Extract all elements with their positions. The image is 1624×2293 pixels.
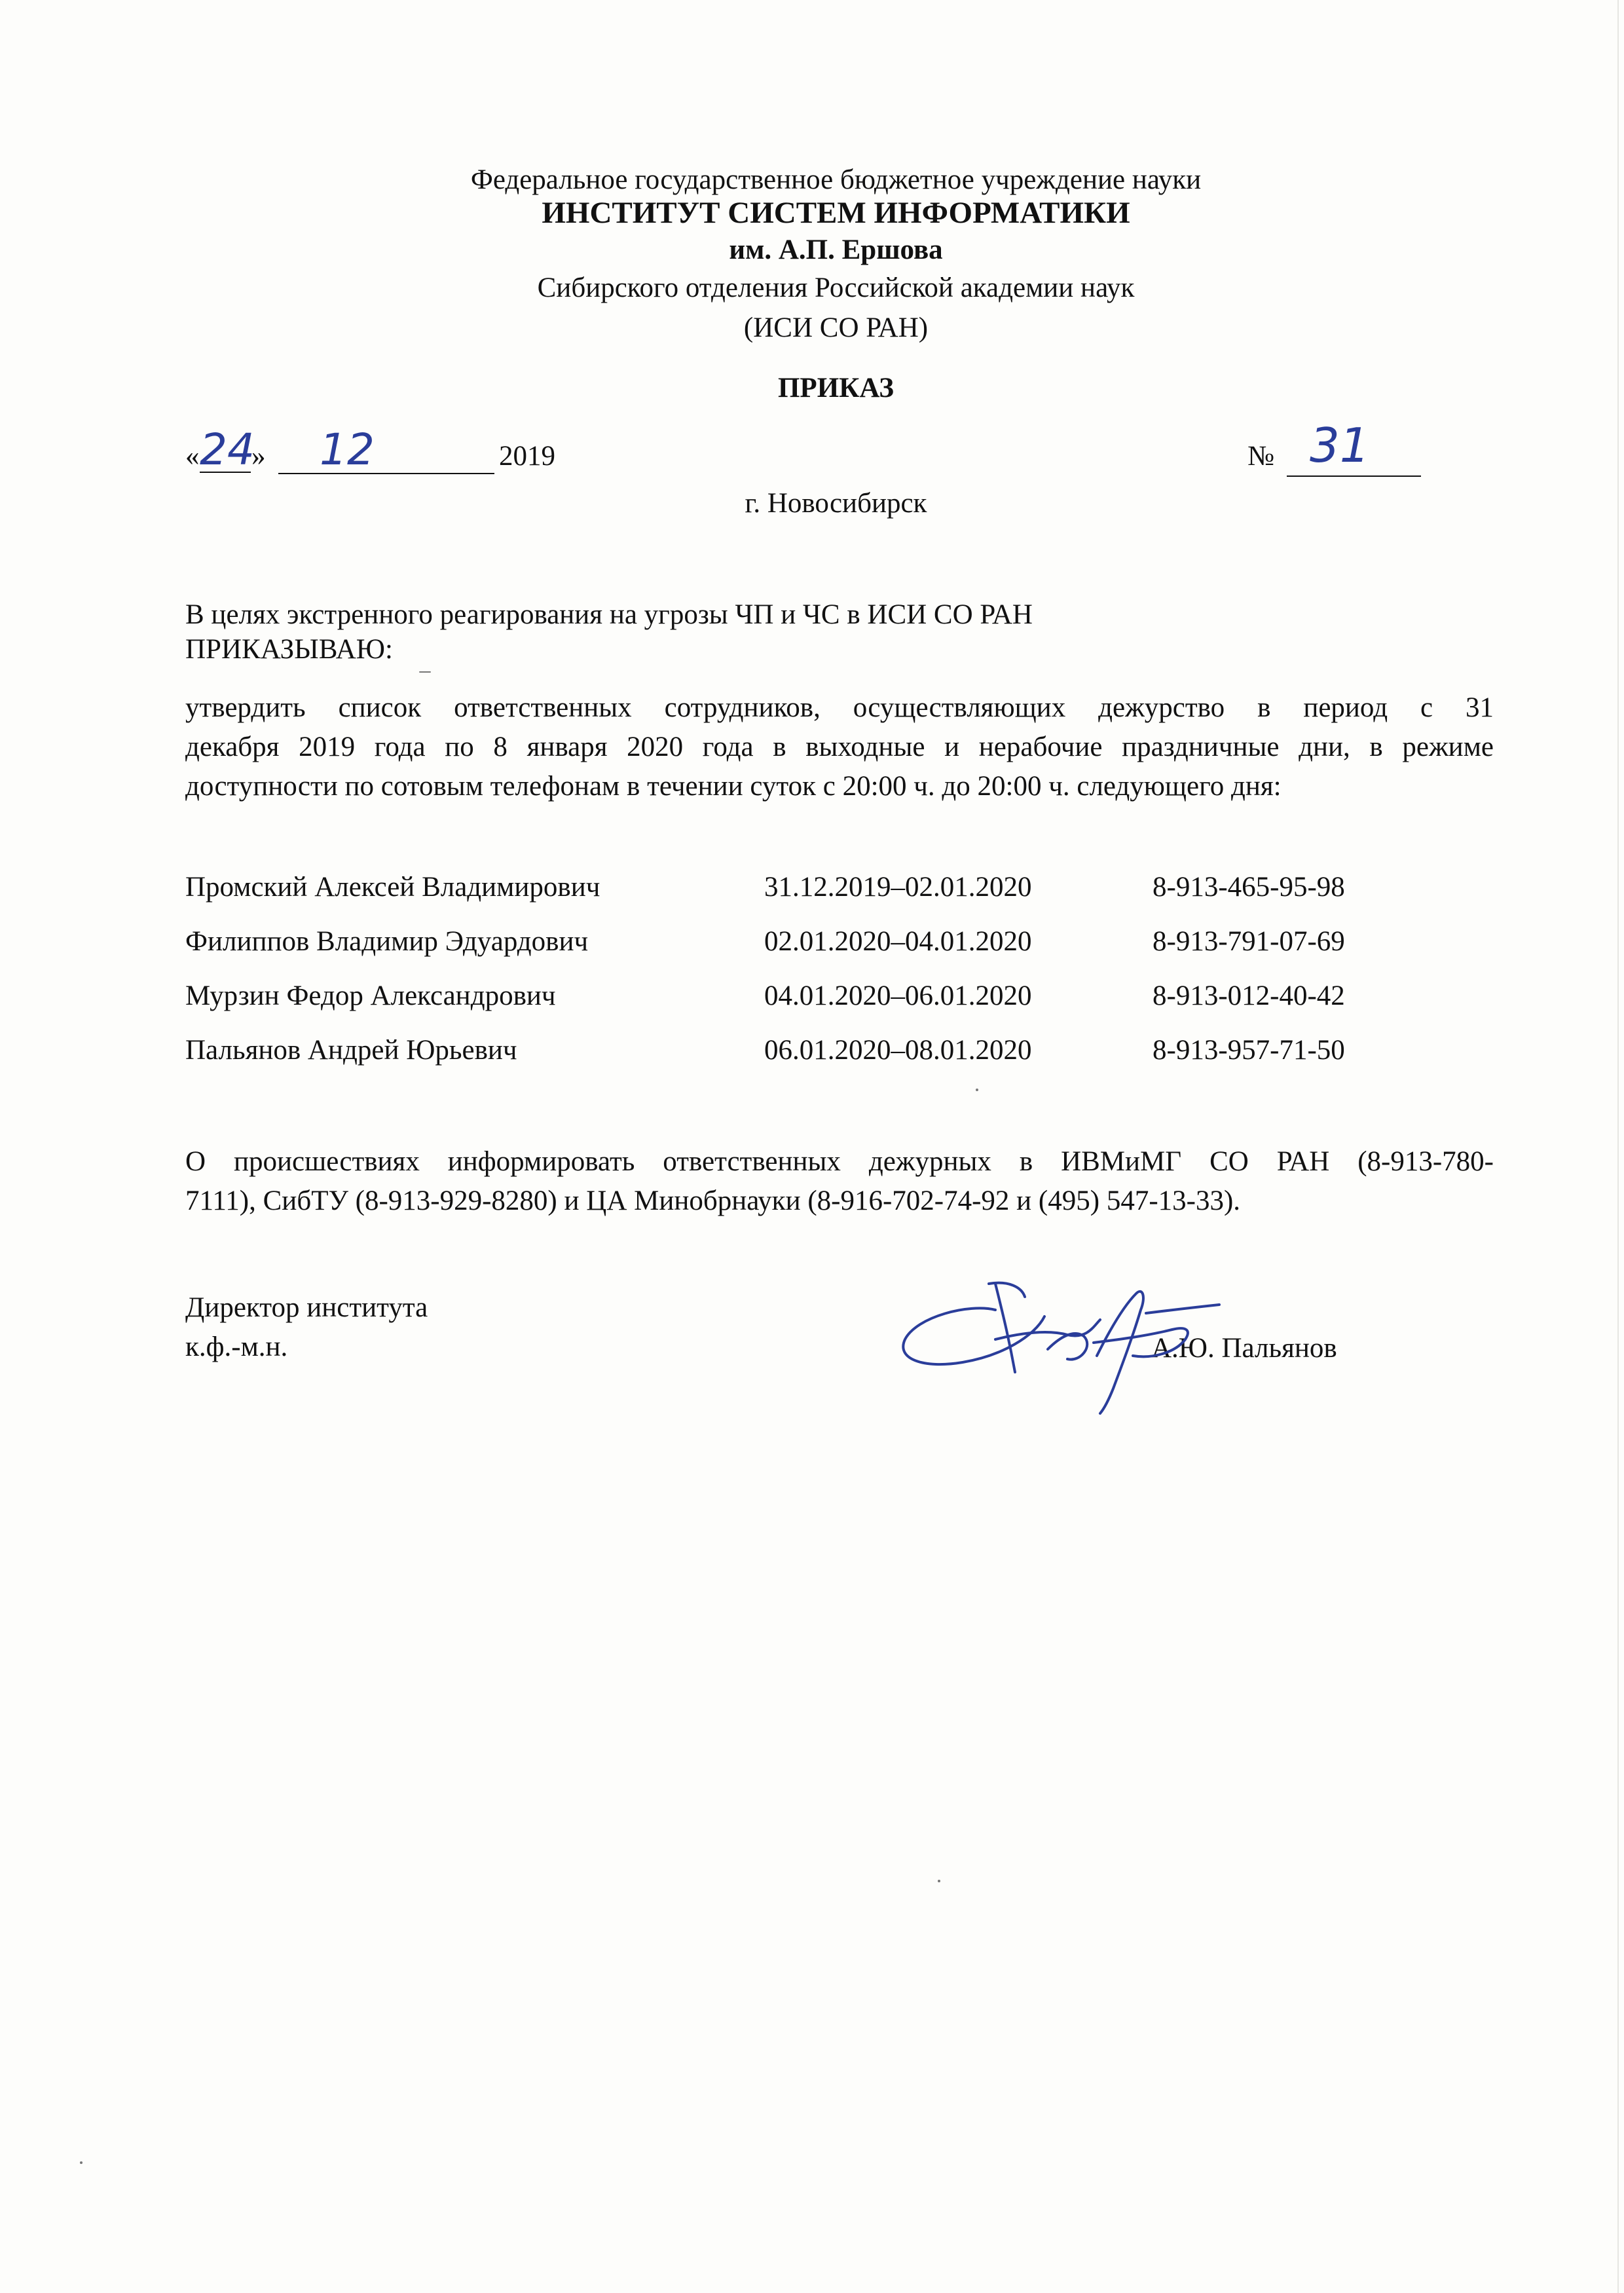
duty-phone: 8-913-012-40-42: [1153, 980, 1345, 1011]
incident-paragraph-line-1: О происшествиях информировать ответственных дежурных в ИВМиМГ СО РАН (8-913-780-: [185, 1146, 1494, 1177]
duty-period: 31.12.2019–02.01.2020: [764, 872, 1032, 903]
scan-speck: [80, 2161, 83, 2164]
main-paragraph-line-3: доступности по сотовым телефонам в течении суток с 20:00 ч. до 20:00 ч. следующего дня:: [185, 771, 1282, 802]
order-number-line: [1287, 475, 1421, 477]
duty-phone: 8-913-465-95-98: [1153, 872, 1345, 903]
duty-phone: 8-913-791-07-69: [1153, 926, 1345, 957]
date-day-handwritten: 24: [200, 424, 255, 475]
date-open-quote: «: [185, 441, 200, 472]
institute-branch: Сибирского отделения Российской академии наук: [537, 272, 1135, 303]
org-type-line: Федеральное государственное бюджетное учреждение науки: [470, 164, 1202, 195]
duty-name: Промский Алексей Владимирович: [185, 872, 600, 903]
main-paragraph-line-2: декабря 2019 года по 8 января 2020 года в выходные и нерабочие праздничные дни, в режиме: [185, 732, 1494, 762]
city-line: г. Новосибирск: [745, 488, 927, 519]
duty-name: Филиппов Владимир Эдуардович: [185, 926, 589, 957]
duty-row: [0, 980, 1506, 1019]
duty-phone: 8-913-957-71-50: [1153, 1035, 1345, 1066]
date-year: 2019: [499, 441, 555, 472]
intro-line: В целях экстренного реагирования на угрозы ЧП и ЧС в ИСИ СО РАН: [185, 599, 1033, 630]
institute-name: ИНСТИТУТ СИСТЕМ ИНФОРМАТИКИ: [542, 196, 1130, 230]
scan-speck: [976, 1089, 978, 1091]
institute-named-after: им. А.П. Ершова: [729, 234, 943, 265]
director-name: А.Ю. Пальянов: [1151, 1333, 1337, 1364]
order-command: ПРИКАЗЫВАЮ:: [185, 634, 393, 665]
duty-row: [0, 925, 1506, 965]
incident-paragraph-line-2: 7111), СибТУ (8-913-929-8280) и ЦА Минобрнауки (8-916-702-74-92 и (495) 547-13-33).: [185, 1185, 1241, 1216]
date-month-handwritten: 12: [320, 424, 375, 475]
duty-period: 06.01.2020–08.01.2020: [764, 1035, 1032, 1066]
scan-speck: [938, 1880, 940, 1882]
duty-period: 02.01.2020–04.01.2020: [764, 926, 1032, 957]
order-number-handwritten: 31: [1310, 418, 1370, 473]
duty-period: 04.01.2020–06.01.2020: [764, 980, 1032, 1011]
duty-row: [0, 1034, 1506, 1073]
date-day-line: [200, 472, 251, 473]
scan-speck: [419, 671, 431, 673]
duty-name: Пальянов Андрей Юрьевич: [185, 1035, 517, 1066]
main-paragraph-line-1: утвердить список ответственных сотрудников, осуществляющих дежурство в период с 31: [185, 692, 1494, 723]
institute-abbreviation: (ИСИ СО РАН): [743, 312, 929, 343]
handwritten-signature: [897, 1264, 1225, 1415]
order-number-sign: №: [1247, 441, 1275, 472]
date-close-quote: »: [251, 441, 266, 472]
director-title: Директор института: [185, 1292, 428, 1323]
duty-name: Мурзин Федор Александрович: [185, 980, 556, 1011]
duty-row: [0, 871, 1506, 910]
date-month-line: [278, 473, 494, 474]
director-degree: к.ф.-м.н.: [185, 1332, 288, 1362]
document-type-title: ПРИКАЗ: [777, 373, 895, 403]
